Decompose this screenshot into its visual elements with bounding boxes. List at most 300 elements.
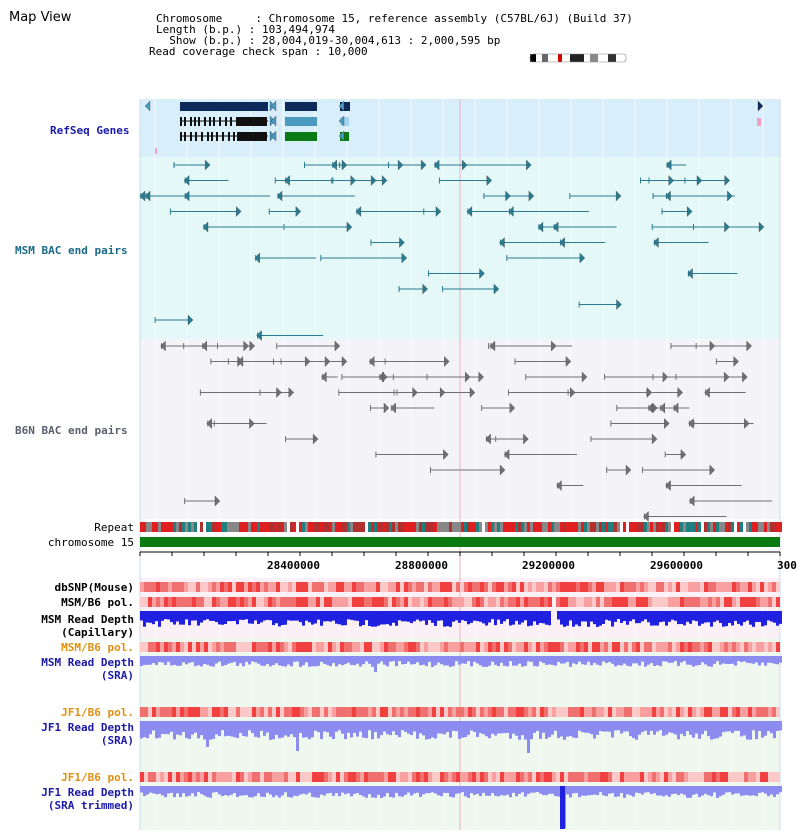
repeat-segment: [587, 522, 590, 532]
jf1-depth-sra-bar: [620, 721, 623, 733]
jf1-depth-trim-bar: [188, 786, 191, 796]
msm-b6-pol-heat-cell: [244, 597, 248, 607]
jf1-depth-sra-bar: [503, 721, 506, 733]
jf1-depth-trim-bar: [419, 786, 422, 797]
jf1-b6-pol-heat-cell: [592, 707, 596, 717]
jf1-b6-pol-heat-cell: [244, 772, 248, 782]
repeat-segment: [440, 522, 443, 532]
jf1-depth-trim-bar: [242, 786, 245, 795]
dbsnp-heat-cell: [244, 582, 248, 592]
msm-b6-pol-heat-cell: [212, 597, 216, 607]
jf1-b6-pol-heat-cell: [480, 707, 484, 717]
msm-depth-capillary-bar: [470, 611, 473, 623]
msm-depth-capillary-bar: [776, 611, 779, 626]
jf1-depth-trim-bar: [368, 786, 371, 794]
jf1-depth-trim-bar: [335, 786, 338, 793]
repeat-segment: [620, 522, 623, 532]
jf1-b6-pol-heat-cell: [352, 772, 356, 782]
jf1-depth-trim-bar: [731, 786, 734, 795]
jf1-b6-pol-heat-cell: [420, 772, 424, 782]
dbsnp-heat-cell: [700, 582, 704, 592]
jf1-b6-pol-heat-cell: [208, 772, 212, 782]
dbsnp-heat-cell: [652, 582, 656, 592]
msm-b6-pol-heat-cell: [644, 597, 648, 607]
jf1-depth-trim-bar: [728, 786, 731, 792]
jf1-depth-sra-bar: [566, 721, 569, 737]
msm-depth-sra-bar: [470, 656, 473, 666]
jf1-depth-sra-bar: [485, 721, 488, 736]
jf1-depth-trim-bar: [224, 786, 227, 795]
msm-b6-pol-heat-cell: [604, 597, 608, 607]
jf1-b6-pol-heat-cell: [240, 772, 244, 782]
jf1-depth-trim-bar: [278, 786, 281, 798]
jf1-depth-trim-bar: [269, 786, 272, 795]
jf1-depth-sra-bar: [245, 721, 248, 737]
repeat-segment: [674, 522, 677, 532]
msm-depth-sra-bar: [392, 656, 395, 661]
msm-b6-pol-heat-cell: [428, 642, 432, 652]
jf1-depth-trim-bar: [758, 786, 761, 793]
jf1-b6-pol-heat-cell: [320, 707, 324, 717]
dbsnp-heat-cell: [396, 582, 400, 592]
repeat-segment: [479, 522, 482, 532]
jf1-depth-sra-bar: [638, 721, 641, 735]
track-label-dbsnp: dbSNP(Mouse): [54, 581, 134, 594]
msm-b6-pol-heat-cell: [340, 597, 344, 607]
msm-b6-pol-heat-cell: [252, 642, 256, 652]
msm-depth-capillary-bar: [227, 611, 230, 621]
jf1-depth-trim-bar: [398, 786, 401, 796]
msm-depth-capillary-bar: [365, 611, 368, 620]
jf1-b6-pol-heat-cell: [504, 707, 508, 717]
msm-depth-sra-bar: [260, 656, 263, 666]
jf1-depth-trim-bar: [146, 786, 149, 794]
track-label-jf1-b6-pol-a: JF1/B6 pol.: [61, 706, 134, 719]
msm-b6-pol-heat-cell: [712, 642, 716, 652]
jf1-b6-pol-heat-cell: [348, 707, 352, 717]
repeat-segment: [599, 522, 602, 532]
jf1-b6-pol-heat-cell: [376, 772, 380, 782]
dbsnp-heat-cell: [156, 582, 160, 592]
msm-depth-capillary-bar: [215, 611, 218, 622]
dbsnp-heat-cell: [288, 582, 292, 592]
jf1-depth-sra-bar: [395, 721, 398, 735]
jf1-depth-sra-bar: [452, 721, 455, 731]
jf1-b6-pol-heat-cell: [676, 707, 680, 717]
dbsnp-heat-cell: [528, 582, 532, 592]
jf1-b6-pol-heat-cell: [368, 772, 372, 782]
dbsnp-heat-cell: [676, 582, 680, 592]
jf1-b6-pol-heat-cell: [264, 772, 268, 782]
jf1-b6-pol-heat-cell: [776, 772, 780, 782]
msm-depth-capillary-bar: [314, 611, 317, 623]
msm-b6-pol-heat-cell: [440, 642, 444, 652]
msm-depth-sra-bar: [320, 656, 323, 662]
msm-depth-capillary-bar: [335, 611, 338, 624]
jf1-depth-trim-bar: [587, 786, 590, 795]
track-label-b6n-bac[interactable]: B6N BAC end pairs: [15, 424, 128, 437]
msm-depth-sra-bar: [452, 656, 455, 666]
dbsnp-heat-cell: [456, 582, 460, 592]
msm-depth-capillary-bar: [155, 611, 158, 621]
msm-b6-pol-heat-cell: [152, 642, 156, 652]
jf1-b6-pol-heat-cell: [688, 772, 692, 782]
msm-b6-pol-heat-cell: [376, 642, 380, 652]
msm-b6-pol-heat-cell: [416, 597, 420, 607]
msm-b6-pol-heat-cell: [432, 642, 436, 652]
repeat-segment: [584, 522, 587, 532]
jf1-b6-pol-heat-cell: [676, 772, 680, 782]
msm-depth-sra-bar: [548, 656, 551, 664]
msm-b6-pol-heat-cell: [364, 642, 368, 652]
msm-depth-capillary-bar: [587, 611, 590, 627]
jf1-b6-pol-heat-cell: [160, 707, 164, 717]
msm-b6-pol-heat-cell: [312, 642, 316, 652]
jf1-depth-trim-bar: [503, 786, 506, 796]
jf1-depth-trim-bar: [662, 786, 665, 796]
repeat-segment: [566, 522, 569, 532]
jf1-b6-pol-heat-cell: [148, 772, 152, 782]
jf1-depth-trim-bar: [698, 786, 701, 797]
msm-depth-capillary-bar: [665, 611, 668, 626]
msm-depth-capillary-bar: [455, 611, 458, 620]
msm-b6-pol-heat-cell: [424, 642, 428, 652]
msm-b6-pol-heat-cell: [600, 642, 604, 652]
msm-b6-pol-heat-cell: [480, 597, 484, 607]
repeat-segment: [242, 522, 245, 532]
dbsnp-heat-cell: [392, 582, 396, 592]
jf1-depth-sra-bar: [692, 721, 695, 738]
msm-b6-pol-heat-cell: [144, 642, 148, 652]
msm-b6-pol-heat-cell: [240, 597, 244, 607]
jf1-depth-trim-bar: [251, 786, 254, 797]
msm-depth-sra-bar: [767, 656, 770, 663]
msm-depth-capillary-bar: [218, 611, 221, 624]
jf1-depth-sra-bar: [698, 721, 701, 739]
jf1-b6-pol-heat-cell: [568, 707, 572, 717]
jf1-depth-sra-bar: [164, 721, 167, 734]
repeat-segment: [530, 522, 533, 532]
msm-depth-sra-bar: [671, 656, 674, 663]
dbsnp-heat-cell: [368, 582, 372, 592]
jf1-b6-pol-heat-cell: [484, 772, 488, 782]
msm-b6-pol-heat-cell: [248, 597, 252, 607]
repeat-segment: [308, 522, 311, 532]
jf1-b6-pol-heat-cell: [332, 707, 336, 717]
jf1-depth-sra-bar: [380, 721, 383, 735]
dbsnp-heat-cell: [436, 582, 440, 592]
msm-depth-sra-bar: [170, 656, 173, 665]
jf1-b6-pol-heat-cell: [472, 772, 476, 782]
msm-b6-pol-heat-cell: [732, 597, 736, 607]
msm-b6-pol-heat-cell: [224, 597, 228, 607]
msm-depth-capillary-bar: [734, 611, 737, 621]
jf1-b6-pol-heat-cell: [380, 707, 384, 717]
jf1-b6-pol-heat-cell: [300, 772, 304, 782]
track-label-jf1-depth-trim: JF1 Read Depth: [41, 786, 134, 799]
jf1-b6-pol-heat-cell: [384, 772, 388, 782]
msm-b6-pol-heat-cell: [688, 642, 692, 652]
msm-b6-pol-heat-cell: [140, 642, 144, 652]
dbsnp-heat-cell: [296, 582, 300, 592]
jf1-depth-trim-bar: [464, 786, 467, 796]
msm-depth-capillary-bar: [521, 611, 524, 623]
repeat-segment: [506, 522, 509, 532]
jf1-b6-pol-heat-cell: [560, 772, 564, 782]
repeat-segment: [641, 522, 644, 532]
jf1-b6-pol-heat-cell: [268, 707, 272, 717]
msm-depth-capillary-bar: [467, 611, 470, 624]
msm-b6-pol-heat-cell: [144, 597, 148, 607]
msm-depth-sra-bar: [764, 656, 767, 666]
jf1-depth-sra-bar: [212, 721, 215, 739]
dbsnp-heat-cell: [596, 582, 600, 592]
repeat-segment: [617, 522, 620, 532]
msm-depth-capillary-bar: [656, 611, 659, 626]
jf1-depth-trim-bar: [722, 786, 725, 795]
repeat-segment: [683, 522, 686, 532]
msm-b6-pol-heat-cell: [532, 597, 536, 607]
jf1-b6-pol-heat-cell: [652, 707, 656, 717]
jf1-depth-sra-bar: [725, 721, 728, 732]
repeat-segment: [704, 522, 707, 532]
jf1-depth-sra-bar: [296, 721, 299, 751]
msm-depth-capillary-bar: [746, 611, 749, 621]
jf1-b6-pol-heat-cell: [324, 707, 328, 717]
jf1-depth-sra-bar: [635, 721, 638, 740]
jf1-depth-trim-bar: [713, 786, 716, 792]
msm-depth-capillary-bar: [545, 611, 548, 625]
msm-depth-sra-bar: [179, 656, 182, 666]
jf1-b6-pol-heat-cell: [488, 707, 492, 717]
msm-b6-pol-heat-cell: [208, 597, 212, 607]
repeat-segment: [224, 522, 227, 532]
jf1-b6-pol-heat-cell: [432, 772, 436, 782]
msm-depth-capillary-bar: [707, 611, 710, 622]
msm-b6-pol-heat-cell: [208, 642, 212, 652]
msm-b6-pol-heat-cell: [592, 597, 596, 607]
info-row-chromosome: Chromosome : Chromosome 15, reference assembly (C57BL/6J) (Build 37): [156, 12, 633, 25]
msm-b6-pol-heat-cell: [192, 597, 196, 607]
msm-depth-capillary-bar: [266, 611, 269, 620]
jf1-b6-pol-heat-cell: [448, 707, 452, 717]
jf1-b6-pol-heat-cell: [372, 772, 376, 782]
msm-b6-pol-heat-cell: [664, 642, 668, 652]
dbsnp-heat-cell: [500, 582, 504, 592]
jf1-b6-pol-heat-cell: [624, 707, 628, 717]
msm-b6-pol-heat-cell: [448, 597, 452, 607]
jf1-depth-trim-bar: [701, 786, 704, 795]
msm-b6-pol-heat-cell: [652, 597, 656, 607]
repeat-segment: [773, 522, 776, 532]
repeat-segment: [248, 522, 251, 532]
msm-b6-pol-heat-cell: [580, 597, 584, 607]
jf1-depth-trim-bar: [635, 786, 638, 793]
jf1-depth-trim-bar: [299, 786, 302, 794]
msm-b6-pol-heat-cell: [156, 597, 160, 607]
msm-depth-capillary-bar: [626, 611, 629, 625]
msm-b6-pol-heat-cell: [736, 642, 740, 652]
msm-depth-sra-bar: [536, 656, 539, 666]
msm-b6-pol-heat-cell: [164, 642, 168, 652]
dbsnp-heat-cell: [196, 582, 200, 592]
jf1-b6-pol-heat-cell: [260, 707, 264, 717]
jf1-depth-trim-bar: [767, 786, 770, 796]
dbsnp-heat-cell: [624, 582, 628, 592]
repeat-segment: [179, 522, 182, 532]
jf1-depth-trim-bar: [482, 786, 485, 793]
jf1-depth-trim-bar: [185, 786, 188, 797]
jf1-depth-trim-bar: [284, 786, 287, 792]
jf1-b6-pol-heat-cell: [588, 707, 592, 717]
msm-b6-pol-heat-cell: [280, 642, 284, 652]
msm-b6-pol-heat-cell: [724, 642, 728, 652]
msm-depth-sra-bar: [749, 656, 752, 663]
jf1-depth-trim-bar: [566, 786, 569, 794]
jf1-depth-trim-bar: [230, 786, 233, 795]
msm-depth-capillary-bar: [326, 611, 329, 621]
msm-b6-pol-heat-cell: [296, 597, 300, 607]
msm-b6-pol-heat-cell: [264, 642, 268, 652]
jf1-b6-pol-heat-cell: [536, 772, 540, 782]
msm-depth-capillary-bar: [572, 611, 575, 627]
msm-b6-pol-heat-cell: [596, 642, 600, 652]
jf1-depth-sra-bar: [563, 721, 566, 740]
msm-depth-sra-bar: [575, 656, 578, 664]
jf1-depth-sra-bar: [263, 721, 266, 736]
msm-depth-capillary-bar: [641, 611, 644, 621]
jf1-depth-sra-bar: [242, 721, 245, 736]
repeat-segment: [650, 522, 653, 532]
msm-depth-capillary-bar: [212, 611, 215, 621]
msm-depth-sra-bar: [659, 656, 662, 666]
msm-depth-sra-bar: [425, 656, 428, 666]
msm-b6-pol-heat-cell: [744, 597, 748, 607]
jf1-depth-trim-bar: [200, 786, 203, 794]
msm-depth-sra-bar: [617, 656, 620, 665]
msm-depth-sra-bar: [164, 656, 167, 665]
jf1-depth-trim-bar: [692, 786, 695, 795]
jf1-depth-trim-bar: [530, 786, 533, 793]
repeat-segment: [281, 522, 284, 532]
jf1-depth-sra-bar: [329, 721, 332, 737]
msm-b6-pol-heat-cell: [740, 597, 744, 607]
jf1-depth-sra-bar: [668, 721, 671, 732]
jf1-depth-trim-bar: [620, 786, 623, 793]
msm-depth-sra-bar: [776, 656, 779, 664]
repeat-segment: [164, 522, 167, 532]
msm-depth-sra-bar: [152, 656, 155, 663]
msm-depth-sra-bar: [449, 656, 452, 667]
repeat-segment: [521, 522, 524, 532]
dbsnp-heat-cell: [540, 582, 544, 592]
repeat-segment: [707, 522, 710, 532]
msm-b6-pol-heat-cell: [660, 642, 664, 652]
jf1-depth-sra-bar: [722, 721, 725, 732]
msm-b6-pol-heat-cell: [328, 597, 332, 607]
axis-tick-label: 28400000: [267, 559, 320, 572]
jf1-depth-sra-bar: [362, 721, 365, 738]
jf1-depth-sra-bar: [320, 721, 323, 739]
gene-block: [285, 132, 317, 141]
dbsnp-heat-cell: [552, 582, 556, 592]
msm-b6-pol-heat-cell: [620, 597, 624, 607]
jf1-depth-sra-bar: [248, 721, 251, 730]
msm-b6-pol-heat-cell: [544, 642, 548, 652]
msm-b6-pol-heat-cell: [672, 642, 676, 652]
msm-depth-sra-bar: [365, 656, 368, 661]
dbsnp-heat-cell: [776, 582, 780, 592]
repeat-segment: [770, 522, 773, 532]
jf1-b6-pol-heat-cell: [748, 772, 752, 782]
msm-b6-pol-heat-cell: [216, 642, 220, 652]
jf1-depth-sra-bar: [440, 721, 443, 734]
repeat-segment: [272, 522, 275, 532]
msm-b6-pol-heat-cell: [228, 642, 232, 652]
msm-depth-capillary-bar: [140, 611, 143, 620]
msm-depth-capillary-bar: [779, 611, 782, 624]
msm-depth-sra-bar: [314, 656, 317, 666]
repeat-segment: [311, 522, 314, 532]
jf1-b6-pol-heat-cell: [292, 707, 296, 717]
jf1-b6-pol-heat-cell: [340, 707, 344, 717]
jf1-b6-pol-heat-cell: [544, 707, 548, 717]
dbsnp-heat-cell: [376, 582, 380, 592]
msm-depth-capillary-bar: [509, 611, 512, 625]
msm-depth-capillary-bar: [239, 611, 242, 620]
jf1-depth-trim-bar: [245, 786, 248, 795]
jf1-depth-trim-bar: [710, 786, 713, 796]
msm-depth-sra-bar: [581, 656, 584, 664]
repeat-segment: [323, 522, 326, 532]
msm-depth-capillary-bar: [368, 611, 371, 626]
jf1-b6-pol-heat-cell: [552, 707, 556, 717]
jf1-depth-sra-bar: [764, 721, 767, 736]
repeat-segment: [170, 522, 173, 532]
repeat-segment: [446, 522, 449, 532]
msm-depth-capillary-bar: [179, 611, 182, 625]
jf1-depth-sra-bar: [512, 721, 515, 734]
msm-b6-pol-heat-cell: [220, 597, 224, 607]
msm-b6-pol-heat-cell: [720, 597, 724, 607]
msm-depth-sra-bar: [560, 656, 563, 664]
jf1-b6-pol-heat-cell: [720, 772, 724, 782]
msm-depth-sra-bar: [311, 656, 314, 666]
repeat-segment: [350, 522, 353, 532]
jf1-depth-trim-bar: [527, 786, 530, 794]
msm-b6-pol-heat-cell: [324, 642, 328, 652]
jf1-depth-trim-bar: [515, 786, 518, 796]
jf1-depth-sra-bar: [488, 721, 491, 738]
jf1-depth-sra-bar: [461, 721, 464, 738]
jf1-depth-trim-bar: [584, 786, 587, 796]
jf1-b6-pol-heat-cell: [332, 772, 336, 782]
msm-b6-pol-heat-cell: [348, 597, 352, 607]
msm-b6-pol-heat-cell: [652, 642, 656, 652]
msm-b6-pol-heat-cell: [388, 597, 392, 607]
jf1-b6-pol-heat-cell: [296, 772, 300, 782]
msm-b6-pol-heat-cell: [412, 597, 416, 607]
track-label-msm-bac[interactable]: MSM BAC end pairs: [15, 244, 128, 257]
repeat-segment: [143, 522, 146, 532]
msm-depth-capillary-bar: [482, 611, 485, 623]
jf1-depth-trim-bar: [671, 786, 674, 794]
msm-b6-pol-heat-cell: [776, 597, 780, 607]
msm-depth-capillary-bar: [758, 611, 761, 622]
track-label-refseq[interactable]: RefSeq Genes: [50, 124, 130, 137]
jf1-b6-pol-heat-cell: [220, 772, 224, 782]
msm-depth-sra-bar: [428, 656, 431, 662]
